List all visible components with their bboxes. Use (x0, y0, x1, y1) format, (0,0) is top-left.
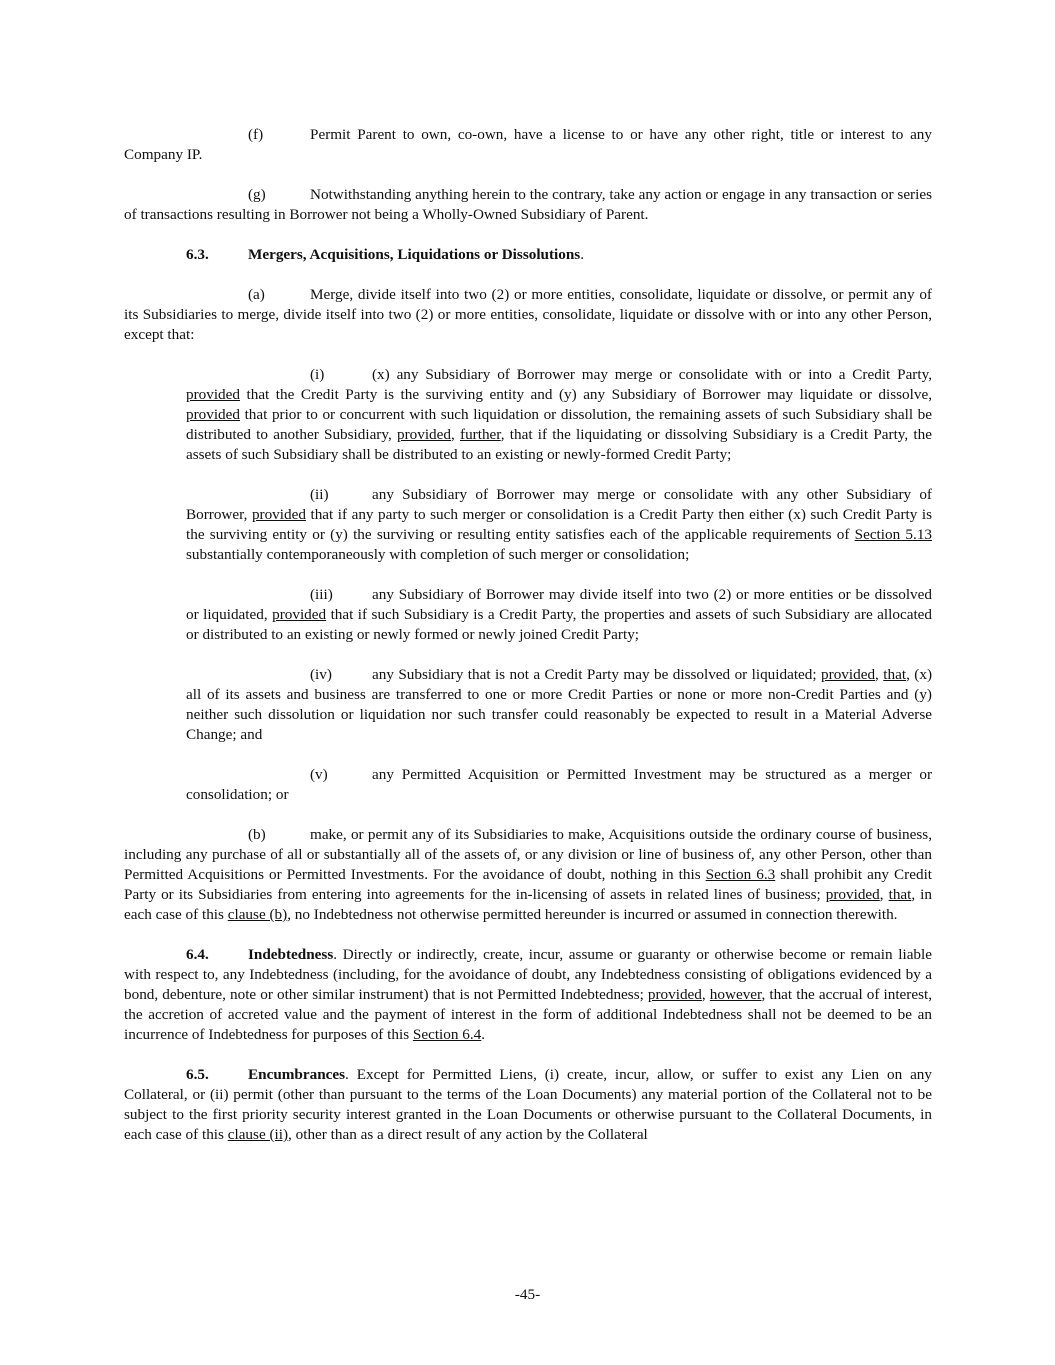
underlined-term: provided (251, 506, 306, 523)
clause-number: (i) (310, 366, 325, 383)
clause-text: , (875, 666, 884, 683)
underlined-term: provided (647, 986, 702, 1003)
underlined-term: provided (272, 606, 327, 623)
clause-text: , other than as a direct result of any action by the Collateral (288, 1126, 648, 1143)
clause-text: , that the accrual of interest, the accretion of accreted value and the payment of interest in the form of additional Indebtedness shall not be deemed to be an incurrence of Indebtedness for purposes of this (124, 986, 933, 1043)
section-reference: Section 6.3 (705, 866, 776, 883)
underlined-term: provided (397, 426, 451, 443)
clause-text: that if any party to such merger or consolidation is a Credit Party then either (x) such Credit Party is the surviving entity or (y) the surviving or resulting entity satisfies each of the applicable requirements of (186, 506, 933, 543)
clause-number: (f) (248, 126, 264, 143)
clause-text: Permit Parent to own, co-own, have a license to or have any other right, title or interest to any Company IP. (124, 126, 932, 163)
clause-text: that prior to or concurrent with such liquidation or dissolution, the remaining assets of such Subsidiary shall be distributed to another Subsidiary, (186, 406, 932, 443)
clause-text: any Subsidiary of Borrower may merge or consolidate with any other Subsidiary of Borrower, (186, 486, 932, 523)
clause-number: (a) (248, 286, 265, 303)
clause-number: (v) (310, 766, 328, 783)
section-reference: Section 5.13 (854, 526, 933, 543)
clause-text: , (x) all of its assets and business are transferred to one or more Credit Parties or none or more non-Credit Parties and (y) neither such dissolution or liquidation nor such transfer could reasonably be expected to result in a Material Adverse Change; and (186, 666, 932, 743)
section-title: Mergers, Acquisitions, Liquidations or Dissolutions (248, 246, 581, 263)
clause-text: Merge, divide itself into two (2) or more entities, consolidate, liquidate or dissolve, or permit any of its Subsidiaries to merge, divide itself into two (2) or more entities, consolidate, liquidate or dissolve with or into any other Person, except that: (124, 286, 932, 343)
paragraph-a (124, 285, 932, 345)
underlined-term: that (888, 886, 912, 903)
section-6-3-heading (124, 245, 932, 265)
paragraph-f (124, 125, 932, 165)
document-body (124, 125, 932, 1165)
clause-number: (iii) (310, 586, 333, 603)
clause-text: , (701, 986, 710, 1003)
section-6-5 (124, 1065, 932, 1145)
underlined-term: further (460, 426, 501, 443)
clause-text: , no Indebtedness not otherwise permitted hereunder is incurred or assumed in connection therewith. (287, 906, 898, 923)
clause-text: (x) any Subsidiary of Borrower may merge or consolidate with or into a Credit Party, (372, 366, 932, 383)
underlined-term: provided (186, 406, 240, 423)
clause-text: substantially contemporaneously with completion of such merger or consolidation; (186, 546, 690, 563)
clause-text: make, or permit any of its Subsidiaries to make, Acquisitions outside the ordinary course of business, including any purchase of all or substantially all of the assets of, or any division or line of business of, any other Person, other than Permitted Acquisitions or Permitted Investments. For the avoidance of doubt, nothing in this (124, 826, 932, 883)
underlined-term: provided (825, 886, 880, 903)
underlined-term: that (883, 666, 907, 683)
clause-text: shall prohibit any Credit Party or its Subsidiaries from entering into agreements for the in-licensing of assets in related lines of business; (124, 866, 933, 903)
section-title: Indebtedness (248, 946, 334, 963)
clause-number: (g) (248, 186, 266, 203)
clause-text: that the Credit Party is the surviving entity and (y) any Subsidiary of Borrower may liquidate or dissolve, (240, 386, 932, 403)
paragraph-iv (186, 665, 932, 745)
clause-text: any Permitted Acquisition or Permitted Investment may be structured as a merger or consolidation; or (186, 766, 932, 803)
clause-text: . (481, 1026, 486, 1043)
section-number: 6.4. (186, 946, 209, 963)
clause-reference: clause (ii) (227, 1126, 289, 1143)
clause-text: Notwithstanding anything herein to the contrary, take any action or engage in any transaction or series of transactions resulting in Borrower not being a Wholly-Owned Subsidiary of Parent. (124, 186, 932, 223)
underlined-term: however (709, 986, 762, 1003)
section-6-4 (124, 945, 932, 1045)
clause-number: (iv) (310, 666, 332, 683)
paragraph-ii (186, 485, 932, 565)
clause-text: . Except for Permitted Liens, (i) create, incur, allow, or suffer to exist any Lien on any Collateral, or (ii) permit (other than pursuant to the terms of the Loan Documents) any material portion of the Collateral not to be subject to the first priority security interest granted in the Loan Documents or otherwise pursuant to the Collateral Documents, in each case of this (124, 1066, 932, 1143)
clause-text: . Directly or indirectly, create, incur, assume or guaranty or otherwise become or remain liable with respect to, any Indebtedness (including, for the avoidance of doubt, any Indebtedness consisting of obligations evidenced by a bond, debenture, note or other similar instrument) that is not Permitted Indebtedness; (124, 946, 932, 1003)
clause-text: that if such Subsidiary is a Credit Party, the properties and assets of such Subsidiary are allocated or distributed to an existing or newly formed or newly joined Credit Party; (186, 606, 932, 643)
paragraph-iii (186, 585, 932, 645)
clause-text: , that if the liquidating or dissolving Subsidiary is a Credit Party, the assets of such Subsidiary shall be distributed to an existing or newly-formed Credit Party; (186, 426, 932, 463)
clause-text: , (879, 886, 889, 903)
clause-text: any Subsidiary of Borrower may divide itself into two (2) or more entities or be dissolved or liquidated, (186, 586, 932, 623)
paragraph-i (186, 365, 932, 465)
paragraph-v (186, 765, 932, 805)
page-number: -45- (514, 1286, 541, 1303)
paragraph-b (124, 825, 932, 925)
clause-reference: clause (b) (227, 906, 288, 923)
paragraph-g (124, 185, 932, 225)
clause-text: , in each case of this (124, 886, 932, 923)
clause-number: (ii) (310, 486, 329, 503)
clause-text: any Subsidiary that is not a Credit Party may be dissolved or liquidated; (372, 666, 822, 683)
section-title: Encumbrances (248, 1066, 346, 1083)
underlined-term: provided (821, 666, 876, 683)
section-number: 6.5. (186, 1066, 209, 1083)
underlined-term: provided (186, 386, 240, 403)
section-title-period: . (580, 246, 585, 263)
section-reference: Section 6.4 (412, 1026, 482, 1043)
clause-number: (b) (248, 826, 266, 843)
clause-text: , (451, 426, 461, 443)
section-number: 6.3. (186, 246, 209, 263)
